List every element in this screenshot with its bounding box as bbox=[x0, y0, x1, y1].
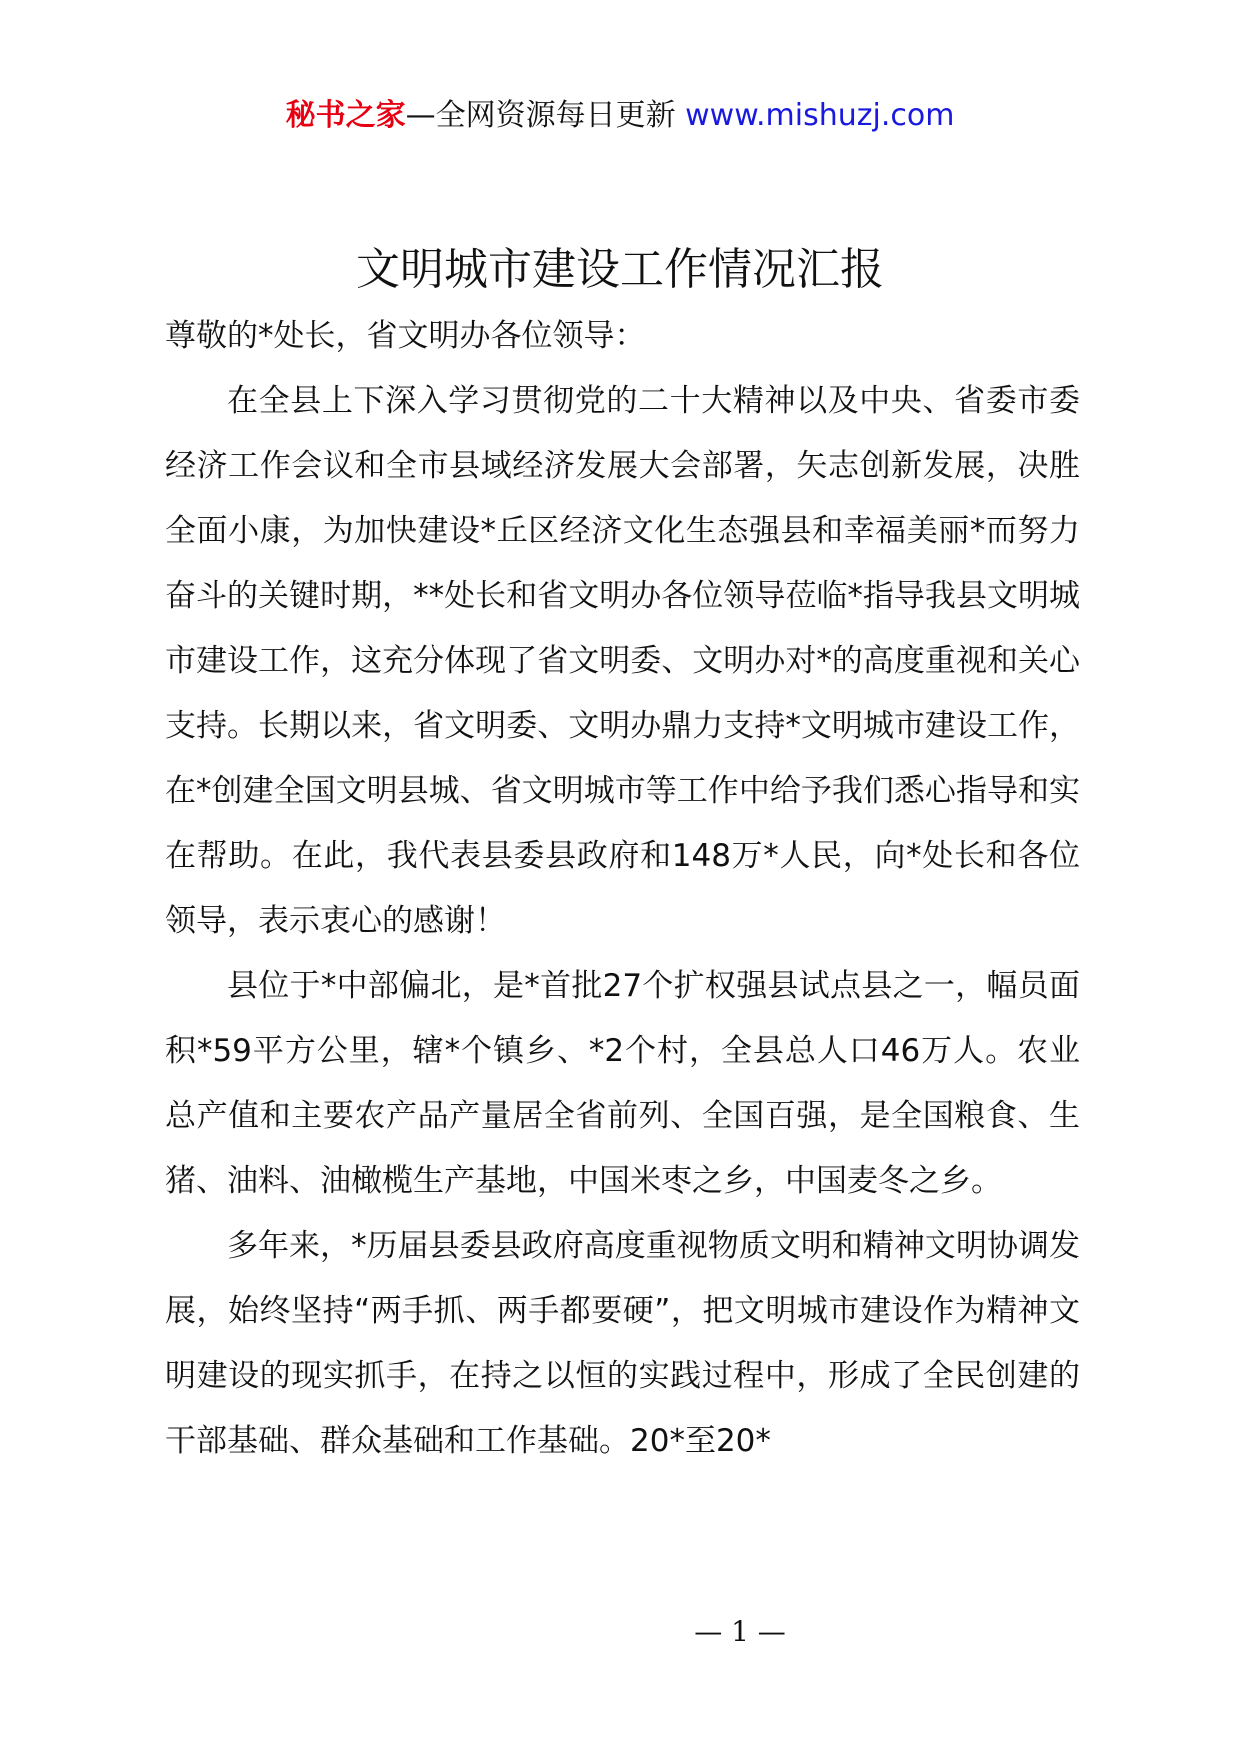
site-header bbox=[0, 96, 1240, 136]
site-tagline: —全网资源每日更新 bbox=[405, 98, 686, 133]
page-number: — 1 — bbox=[694, 1615, 786, 1648]
document-body bbox=[165, 304, 1080, 1474]
body-paragraph: 县位于*中部偏北，是*首批27个扩权强县试点县之一，幅员面积*59平方公里，辖*个镇乡、*2个村，全县总人口46万人。农业总产值和主要农产品产量居全省前列、全国百强，是全国粮食、生猪、油料、油橄榄生产基地，中国米枣之乡，中国麦冬之乡。 bbox=[165, 968, 1080, 1199]
salutation: 尊敬的*处长，省文明办各位领导： bbox=[165, 318, 646, 354]
site-url-link[interactable]: www.mishuzj.com bbox=[685, 98, 955, 133]
site-brand: 秘书之家 bbox=[285, 98, 406, 133]
document-title: 文明城市建设工作情况汇报 bbox=[356, 244, 884, 295]
body-paragraph: 在全县上下深入学习贯彻党的二十大精神以及中央、省委市委经济工作会议和全市县域经济发展大会部署，矢志创新发展，决胜全面小康，为加快建设*丘区经济文化生态强县和幸福美丽*而努力奋斗的关键时期，**处长和省文明办各位领导莅临*指导我县文明城市建设工作，这充分体现了省文明委、文明办对*的高度重视和关心支持。长期以来，省文明委、文明办鼎力支持*文明城市建设工作，在*创建全国文明县城、省文明城市等工作中给予我们悉心指导和实在帮助。在此，我代表县委县政府和148万*人民，向*处长和各位领导，表示衷心的感谢！ bbox=[165, 383, 1080, 939]
body-paragraph: 多年来，*历届县委县政府高度重视物质文明和精神文明协调发展，始终坚持“两手抓、两手都要硬”，把文明城市建设作为精神文明建设的现实抓手，在持之以恒的实践过程中，形成了全民创建的干部基础、群众基础和工作基础。20*至20* bbox=[165, 1228, 1080, 1459]
